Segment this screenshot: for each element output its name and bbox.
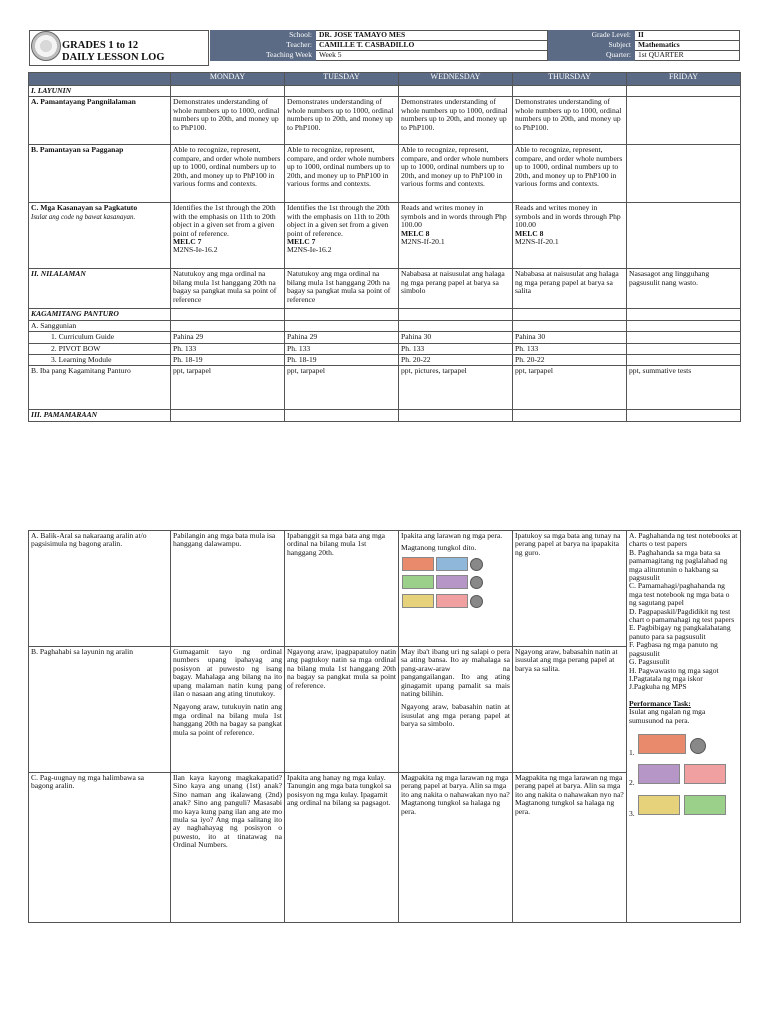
materials-mon: ppt, tarpapel bbox=[171, 366, 285, 410]
subject-value: Mathematics bbox=[635, 41, 740, 51]
grade-value: II bbox=[635, 31, 740, 41]
paghahabi-label: B. Paghahabi sa layunin ng aralin bbox=[29, 647, 171, 773]
bill-image bbox=[638, 734, 686, 754]
paghahabi-wed-p2: Ngayong araw, babasahin natin at isusulat ang mga perang papel at barya sa simbolo. bbox=[401, 702, 510, 729]
bill-image bbox=[684, 795, 726, 815]
balik-aral-wed bbox=[399, 531, 513, 647]
competency-thu bbox=[513, 203, 627, 269]
header-blank bbox=[29, 73, 171, 86]
kasanayan-note: Isulat ang code ng bawat kasanayan. bbox=[31, 212, 136, 221]
pamantayang-pangnilalaman-label: A. Pamantayang Pangnilalaman bbox=[29, 97, 171, 145]
coin-image bbox=[470, 595, 483, 608]
fri-step: F. Pagbasa ng mga panuto ng pagsusulit bbox=[629, 640, 718, 658]
balik-aral-tue: Ipabanggit sa mga bata ang mga ordinal na bilang mula 1st hanggang 20th. bbox=[285, 531, 399, 647]
kasanayan-label-text: C. Mga Kasanayan sa Pagkatuto bbox=[31, 203, 138, 213]
pivot-fri bbox=[627, 343, 741, 354]
school-value: DR. JOSE TAMAYO MES bbox=[316, 31, 548, 41]
balik-aral-thu: Ipatukoy sa mga bata ang tunay na perang papel at barya na ipapakita ng guro. bbox=[513, 531, 627, 647]
performance-item bbox=[629, 763, 738, 787]
title-line2: DAILY LESSON LOG bbox=[62, 52, 165, 63]
pivot-wed: Ph. 133 bbox=[399, 343, 513, 354]
coin-image bbox=[690, 738, 706, 754]
paghahabi-wed-p1: May iba't ibang uri ng salapi o pera sa ating bansa. Ito ay mahalaga sa pang-araw-araw na pangangailangan. Ito ang ating ginagamit upang pamalit sa mais nating bilihin. bbox=[401, 647, 510, 699]
paghahabi-mon-p1: Gumagamit tayo ng ordinal numbers upang ipahayag ang posisyon at puwesto ng isang bagay. Mahalaga ang bilang na ito upang malaman natin kung pang ilan o nasaan ang ating tinutukoy. bbox=[173, 647, 282, 699]
performance-standard-wed: Able to recognize, represent, compare, and order whole numbers up to 1000, ordinal numbers up to 20th, and money up to PhP100 in various forms and contexts. bbox=[399, 145, 513, 203]
paghahabi-tue: Ngayong araw, ipagpapatuloy natin ang pagtukoy natin sa mga ordinal na bilang mula 1st hanggang 20th na bagay sa pangkat mula sa point of reference. bbox=[285, 647, 399, 773]
guide-wed: Pahina 30 bbox=[399, 332, 513, 343]
content-standard-mon: Demonstrates understanding of whole numbers up to 1000, ordinal numbers up to 20th, and money up to PhP100. bbox=[171, 97, 285, 145]
content-standard-wed: Demonstrates understanding of whole numbers up to 1000, ordinal numbers up to 20th, and money up to PhP100. bbox=[399, 97, 513, 145]
fri-step: H. Pagwawasto ng mga sagot bbox=[629, 665, 719, 675]
week-label: Teaching Week bbox=[211, 51, 316, 61]
layunin-heading: I. LAYUNIN bbox=[29, 86, 171, 97]
pag-uugnay-wed: Magpakita ng mga larawan ng mga perang papel at barya. Alin sa mga ito ang nakita o nahawakan nyo na? Magtanong tungkol sa halaga ng pera. bbox=[399, 773, 513, 923]
sanggunian-label: A. Sanggunian bbox=[29, 320, 171, 331]
pag-uugnay-tue: Ipakita ang hanay ng mga kulay. Tanungin ang mga bata tungkol sa posisyon ng mga kulay. Ipagamit ang ordinal na bilang sa pagsagot. bbox=[285, 773, 399, 923]
learning-module-label: 3. Learning Module bbox=[29, 355, 171, 366]
performance-standard-fri bbox=[627, 145, 741, 203]
nilalaman-thu: Nababasa at naisusulat ang halaga ng mga perang papel at barya sa salita bbox=[513, 269, 627, 309]
pamantayan-sa-pagganap-label: B. Pamantayan sa Pagganap bbox=[29, 145, 171, 203]
guide-tue: Pahina 29 bbox=[285, 332, 399, 343]
form-title bbox=[62, 40, 165, 64]
fri-step: G. Pagsusulit bbox=[629, 657, 670, 667]
deped-seal-logo bbox=[31, 31, 61, 61]
melc-label: MELC 8 bbox=[401, 228, 430, 238]
performance-item bbox=[629, 733, 738, 757]
performance-task-title: Performance Task: bbox=[629, 698, 691, 708]
performance-standard-thu: Able to recognize, represent, compare, and order whole numbers up to 1000, ordinal numbers up to 20th, and money up to PhP100 in various forms and contexts. bbox=[513, 145, 627, 203]
lesson-table-procedure bbox=[28, 530, 741, 923]
bill-image bbox=[436, 575, 468, 589]
performance-task-text: Isulat ang ngalan ng mga sumusunod na pera. bbox=[629, 707, 706, 725]
pivot-bow-label: 2. PIVOT BOW bbox=[29, 343, 171, 354]
fri-step: A. Paghahanda ng test notebooks at charts o test papers bbox=[629, 531, 738, 549]
content-standard-fri bbox=[627, 97, 741, 145]
day-friday: FRIDAY bbox=[627, 73, 741, 86]
guide-fri bbox=[627, 332, 741, 343]
quarter-label: Quarter: bbox=[548, 51, 635, 61]
title-line1: GRADES 1 to 12 bbox=[62, 40, 139, 51]
bill-image bbox=[638, 764, 680, 784]
performance-standard-tue: Able to recognize, represent, compare, and order whole numbers up to 1000, ordinal numbers up to 20th, and money up to PhP100 in various forms and contexts. bbox=[285, 145, 399, 203]
competency-code: M2NS-Ie-16.2 bbox=[173, 245, 218, 255]
paghahabi-mon-p2: Ngayong araw, tutukuyin natin ang mga ordinal na bilang mula 1st hanggang 20th na bagay sa pangkat mula sa point of reference. bbox=[173, 702, 282, 737]
balik-aral-label: A. Balik-Aral sa nakaraang aralin at/o pagsisimula ng bagong aralin. bbox=[29, 531, 171, 647]
subject-label: Subject bbox=[548, 41, 635, 51]
bill-image bbox=[684, 764, 726, 784]
pivot-tue: Ph. 133 bbox=[285, 343, 399, 354]
content-standard-tue: Demonstrates understanding of whole numbers up to 1000, ordinal numbers up to 20th, and money up to PhP100. bbox=[285, 97, 399, 145]
bill-image bbox=[402, 557, 434, 571]
nilalaman-tue: Natutukoy ang mga ordinal na bilang mula 1st hanggang 20th na bagay sa pangkat mula sa point of reference bbox=[285, 269, 399, 309]
bill-image bbox=[402, 575, 434, 589]
module-tue: Ph. 18-19 bbox=[285, 355, 399, 366]
pag-uugnay-thu: Magpakita ng mga larawan ng mga perang papel at barya. Alin sa mga ito ang nakita o nahawakan nyo na? Magtanong tungkol sa halaga ng pera. bbox=[513, 773, 627, 923]
pag-uugnay-mon: Ilan kaya kayong magkakapatid? Sino kaya ang unang (1st) anak? Sino naman ang ikalawang (2nd) anak? Sino ang panguli? Masasabi mo kaya kung pang ilan ang ate mo mula sa iyo? Ang mga salitang ito ay naghahayag ng posisyon o puwesto, ito at tinatawag na Ordinal Numbers. bbox=[171, 773, 285, 923]
content-standard-thu: Demonstrates understanding of whole numbers up to 1000, ordinal numbers up to 20th, and money up to PhP100. bbox=[513, 97, 627, 145]
money-picture bbox=[401, 556, 497, 611]
competency-text: Identifies the 1st through the 20th with the emphasis on 11th to 20th object in a given set from a given point of reference. bbox=[287, 203, 390, 238]
balik-aral-wed-text: Ipakita ang larawan ng mga pera. bbox=[401, 531, 503, 540]
nilalaman-fri: Nasasagot ang lingguhang pagsusulit nang wasto. bbox=[627, 269, 741, 309]
lesson-table-top bbox=[28, 72, 741, 422]
competency-text: Reads and writes money in symbols and in words through Php 100.00 bbox=[515, 203, 621, 230]
fri-step: E. Pagbibigay ng pangkalahatang panuto para sa pagsusulit bbox=[629, 623, 731, 641]
module-fri bbox=[627, 355, 741, 366]
performance-standard-mon: Able to recognize, represent, compare, and order whole numbers up to 1000, ordinal numbers up to 20th, and money up to PhP100 in various forms and contexts. bbox=[171, 145, 285, 203]
day-wednesday: WEDNESDAY bbox=[399, 73, 513, 86]
nilalaman-wed: Nababasa at naisusulat ang halaga ng mga perang papel at barya sa simbolo bbox=[399, 269, 513, 309]
curriculum-guide-label: 1. Curriculum Guide bbox=[29, 332, 171, 343]
iba-pang-kagamitan-label: B. Iba pang Kagamitang Panturo bbox=[29, 366, 171, 410]
teacher-value: CAMILLE T. CASBADILLO bbox=[316, 41, 548, 51]
kagamitan-heading: KAGAMITANG PANTURO bbox=[29, 309, 171, 320]
bill-image bbox=[638, 795, 680, 815]
competency-code: M2NS-If-20.1 bbox=[401, 237, 445, 247]
day-tuesday: TUESDAY bbox=[285, 73, 399, 86]
bill-image bbox=[402, 594, 434, 608]
competency-text: Identifies the 1st through the 20th with the emphasis on 11th to 20th object in a given set from a given point of reference. bbox=[173, 203, 276, 238]
materials-wed: ppt, pictures, tarpapel bbox=[399, 366, 513, 410]
fri-step: I.Pagtatala ng mga iskor bbox=[629, 673, 703, 683]
melc-label: MELC 7 bbox=[287, 237, 316, 247]
nilalaman-heading: II. NILALAMAN bbox=[29, 269, 171, 309]
bill-image bbox=[436, 594, 468, 608]
pivot-thu: Ph. 133 bbox=[513, 343, 627, 354]
competency-fri bbox=[627, 203, 741, 269]
guide-mon: Pahina 29 bbox=[171, 332, 285, 343]
balik-aral-mon: Pabilangin ang mga bata mula isa hanggang dalawampu. bbox=[171, 531, 285, 647]
quarter-value: 1st QUARTER bbox=[635, 51, 740, 61]
item-number: 3. bbox=[629, 808, 635, 818]
bill-image bbox=[436, 557, 468, 571]
paghahabi-thu: Ngayong araw, babasahin natin at isusulat ang mga perang papel at barya sa salita. bbox=[513, 647, 627, 773]
guide-thu: Pahina 30 bbox=[513, 332, 627, 343]
coin-image bbox=[470, 576, 483, 589]
teacher-label: Teacher: bbox=[211, 41, 316, 51]
fri-step: J.Pagkuha ng MPS bbox=[629, 682, 687, 692]
module-wed: Ph. 20-22 bbox=[399, 355, 513, 366]
melc-label: MELC 8 bbox=[515, 228, 544, 238]
module-mon: Ph. 18-19 bbox=[171, 355, 285, 366]
kasanayan-label bbox=[29, 203, 171, 269]
fri-step: D. Pagpapaskil/Pagdidikit ng test chart o pamamahagi ng test papers bbox=[629, 606, 735, 625]
materials-fri: ppt, summative tests bbox=[627, 366, 741, 410]
fri-step: C. Pamamahagi/paghahanda ng mga test notebook ng mga bata o ng sagutang papel bbox=[629, 581, 730, 608]
grade-label: Grade Level: bbox=[548, 31, 635, 41]
paghahabi-mon bbox=[171, 647, 285, 773]
competency-text: Reads and writes money in symbols and in words through Php 100.00 bbox=[401, 203, 507, 230]
competency-wed bbox=[399, 203, 513, 269]
item-number: 1. bbox=[629, 747, 635, 757]
materials-tue: ppt, tarpapel bbox=[285, 366, 399, 410]
paghahabi-wed bbox=[399, 647, 513, 773]
pivot-mon: Ph. 133 bbox=[171, 343, 285, 354]
balik-aral-wed-question: Magtanong tungkol dito. bbox=[401, 543, 477, 553]
friday-procedure bbox=[627, 531, 741, 923]
competency-tue bbox=[285, 203, 399, 269]
school-label: School: bbox=[211, 31, 316, 41]
fri-step: B. Paghahanda sa mga bata sa pamamagitang ng paglalahad ng mga alituntunin o hakbang sa pagsusulit bbox=[629, 547, 728, 583]
item-number: 2. bbox=[629, 778, 635, 788]
header-meta-table bbox=[210, 30, 740, 61]
performance-item bbox=[629, 794, 738, 818]
pag-uugnay-label: C. Pag-uugnay ng mga halimbawa sa bagong aralin. bbox=[29, 773, 171, 923]
pamamaraan-heading: III. PAMAMARAAN bbox=[29, 410, 171, 421]
competency-mon bbox=[171, 203, 285, 269]
competency-code: M2NS-Ie-16.2 bbox=[287, 245, 332, 255]
coin-image bbox=[470, 558, 483, 571]
materials-thu: ppt, tarpapel bbox=[513, 366, 627, 410]
module-thu: Ph. 20-22 bbox=[513, 355, 627, 366]
nilalaman-mon: Natutukoy ang mga ordinal na bilang mula 1st hanggang 20th na bagay sa pangkat mula sa point of reference bbox=[171, 269, 285, 309]
day-thursday: THURSDAY bbox=[513, 73, 627, 86]
week-value: Week 5 bbox=[316, 51, 548, 61]
melc-label: MELC 7 bbox=[173, 237, 202, 247]
competency-code: M2NS-If-20.1 bbox=[515, 237, 559, 247]
day-monday: MONDAY bbox=[171, 73, 285, 86]
